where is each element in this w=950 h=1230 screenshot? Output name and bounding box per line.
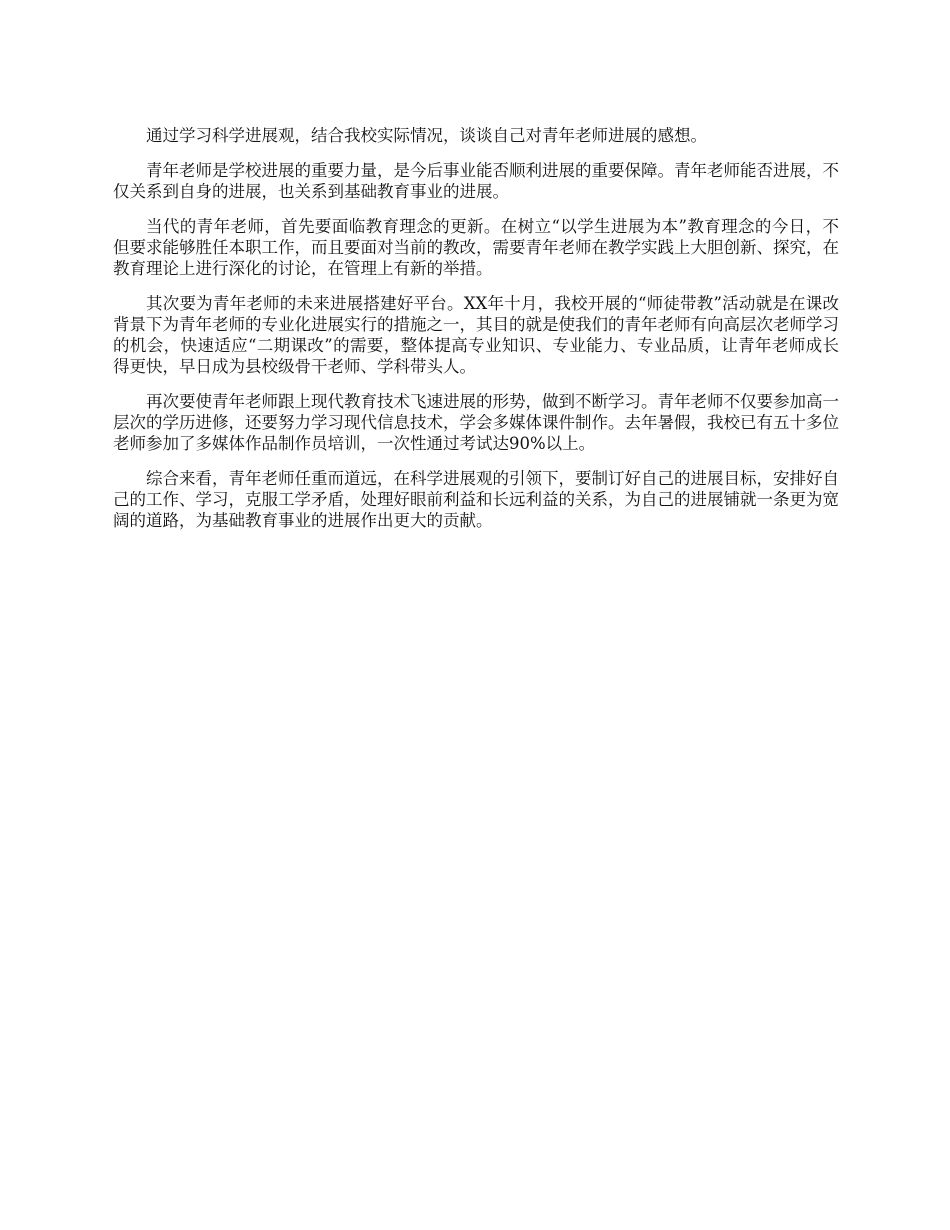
paragraph-3: 当代的青年老师，首先要面临教育理念的更新。在树立“以学生进展为本”教育理念的今日，不但要求能够胜任本职工作，而且要面对当前的教改，需要青年老师在教学实践上大胆创新、探究，在教育理论上进行深化的讨论，在管理上有新的举措。	[113, 217, 839, 278]
document-body	[113, 125, 839, 545]
paragraph-2: 青年老师是学校进展的重要力量，是今后事业能否顺利进展的重要保障。青年老师能否进展，不仅关系到自身的进展，也关系到基础教育事业的进展。	[113, 161, 839, 201]
paragraph-5: 再次要使青年老师跟上现代教育技术飞速进展的形势，做到不断学习。青年老师不仅要参加高一层次的学历进修，还要努力学习现代信息技术，学会多媒体课件制作。去年暑假，我校已有五十多位老师参加了多媒体作品制作员培训，一次性通过考试达90%以上。	[113, 392, 839, 453]
paragraph-1: 通过学习科学进展观，结合我校实际情况，谈谈自己对青年老师进展的感想。	[146, 126, 707, 145]
paragraph-4: 其次要为青年老师的未来进展搭建好平台。XX年十月，我校开展的“师徒带教”活动就是在课改背景下为青年老师的专业化进展实行的措施之一，其目的就是使我们的青年老师有向高层次老师学习的机会，快速适应“二期课改”的需要，整体提高专业知识、专业能力、专业品质，让青年老师成长得更快，早日成为县校级骨干老师、学科带头人。	[113, 294, 839, 376]
paragraph-6: 综合来看，青年老师任重而道远，在科学进展观的引领下，要制订好自己的进展目标，安排好自己的工作、学习，克服工学矛盾，处理好眼前利益和长远利益的关系，为自己的进展铺就一条更为宽阔的道路，为基础教育事业的进展作出更大的贡献。	[113, 469, 839, 530]
